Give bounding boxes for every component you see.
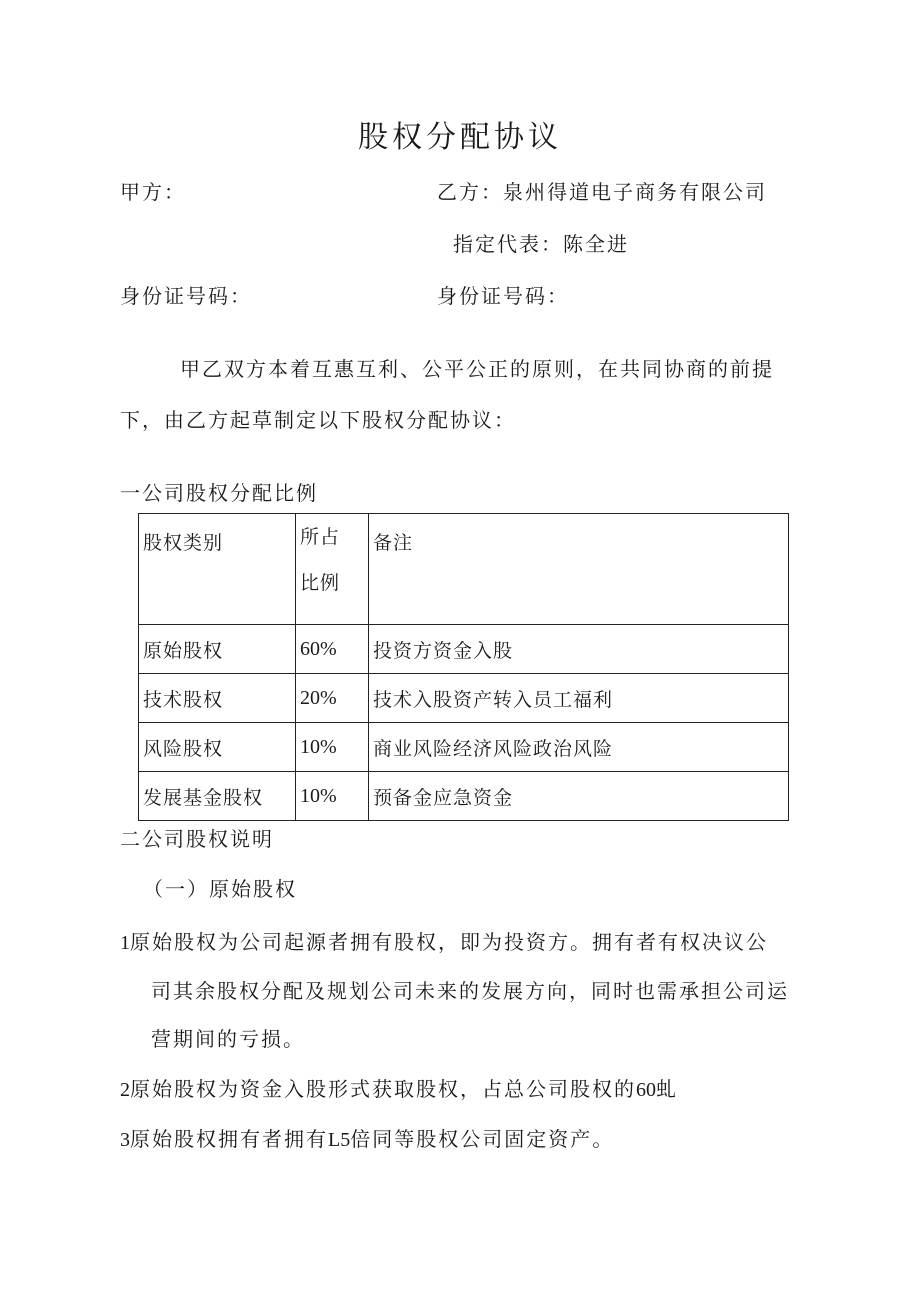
header-ratio-line1: 所占 — [300, 526, 341, 548]
intro-line-1: 甲乙双方本着互惠互利、公平公正的原则，在共同协商的前提 — [180, 357, 774, 381]
party-a-id-label: 身份证号码： — [120, 284, 252, 308]
item-3 — [120, 1123, 614, 1152]
table-row — [139, 772, 789, 821]
section1-heading: 一公司股权分配比例 — [120, 481, 318, 505]
item-1-line-1 — [120, 926, 768, 955]
item-number: 2 — [120, 1079, 130, 1101]
item-mid: L5 — [328, 1129, 351, 1151]
intro-line-2: 下，由乙方起草制定以下股权分配协议： — [120, 408, 516, 432]
item-text: 原始股权拥有者拥有 — [130, 1127, 328, 1151]
table-row — [139, 674, 789, 723]
equity-table — [138, 513, 789, 821]
item-1-line-2: 司其余股权分配及规划公司未来的发展方向，同时也需承担公司运 — [151, 979, 789, 1003]
item-1-line-3: 营期间的亏损。 — [151, 1027, 305, 1051]
representative: 指定代表：陈全进 — [453, 232, 629, 256]
item-text: 原始股权为资金入股形式获取股权，占总公司股权的 — [130, 1077, 636, 1101]
party-b-name: 乙方：泉州得道电子商务有限公司 — [437, 180, 767, 204]
cell-type: 技术股权 — [139, 674, 296, 723]
cell-ratio: 20% — [296, 674, 369, 723]
cell-type: 风险股权 — [139, 723, 296, 772]
header-ratio — [296, 514, 369, 625]
cell-note: 投资方资金入股 — [369, 625, 789, 674]
item-text-2: 倍同等股权公司固定资产。 — [350, 1127, 615, 1151]
cell-type: 发展基金股权 — [139, 772, 296, 821]
cell-note: 商业风险经济风险政治风险 — [369, 723, 789, 772]
item-tail: 60虬 — [636, 1079, 676, 1101]
section2-sub1: （一）原始股权 — [143, 877, 297, 901]
table-row — [139, 723, 789, 772]
table-header-row — [139, 514, 789, 625]
party-a-label: 甲方： — [120, 180, 186, 204]
item-number: 3 — [120, 1129, 130, 1151]
item-text: 原始股权为公司起源者拥有股权，即为投资方。拥有者有权决议公 — [130, 930, 768, 954]
header-ratio-line2: 比例 — [300, 572, 341, 594]
party-b-id-label: 身份证号码： — [437, 284, 569, 308]
cell-note: 技术入股资产转入员工福利 — [369, 674, 789, 723]
table-row — [139, 625, 789, 674]
item-2 — [120, 1073, 676, 1102]
item-number: 1 — [120, 932, 130, 954]
cell-note: 预备金应急资金 — [369, 772, 789, 821]
header-type: 股权类别 — [139, 514, 296, 625]
cell-ratio: 60% — [296, 625, 369, 674]
header-note: 备注 — [369, 514, 789, 625]
cell-ratio: 10% — [296, 772, 369, 821]
cell-ratio: 10% — [296, 723, 369, 772]
cell-type: 原始股权 — [139, 625, 296, 674]
document-title: 股权分配协议 — [358, 120, 562, 155]
section2-heading: 二公司股权说明 — [120, 827, 274, 851]
